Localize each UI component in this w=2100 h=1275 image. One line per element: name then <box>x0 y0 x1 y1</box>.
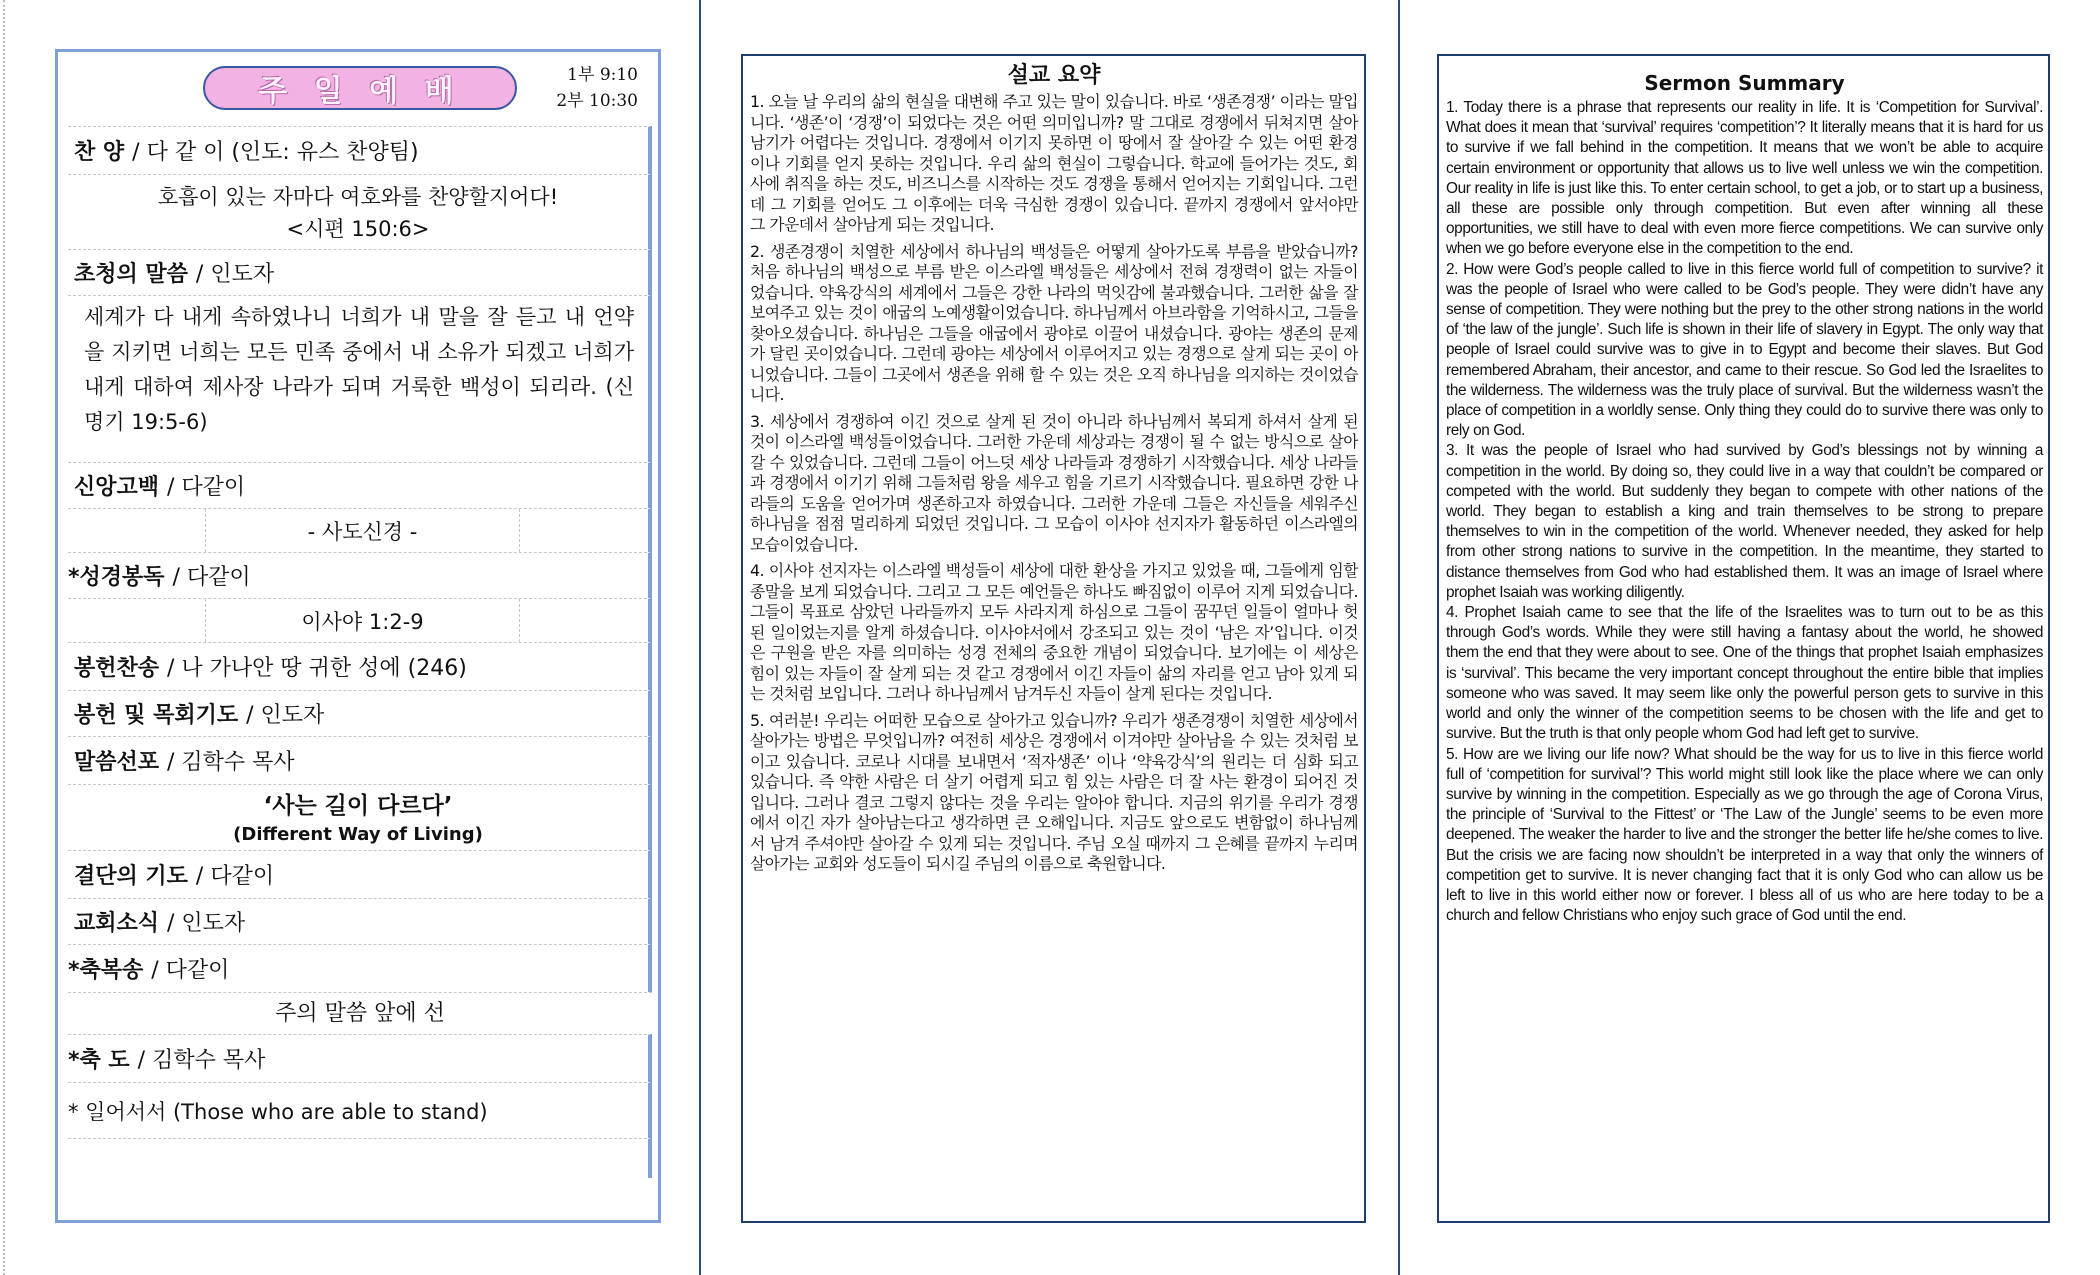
decision-prayer-detail: / 다같이 <box>195 864 275 889</box>
offering-hymn-detail: / 나 가나안 땅 귀한 성에 (246) <box>167 656 467 681</box>
reading-detail: / 다같이 <box>172 565 251 590</box>
order-of-worship <box>55 49 661 1223</box>
reading-label: *성경봉독 <box>68 565 165 590</box>
korean-sermon-summary <box>741 54 1366 1223</box>
blank-row <box>68 1138 652 1178</box>
fold-line-right <box>1398 0 1400 1275</box>
sermon-title-row <box>68 784 652 850</box>
offering-prayer-label: 봉헌 및 목회기도 <box>74 703 239 728</box>
sermon-row <box>68 736 652 784</box>
korean-summary-paragraph-5: 5. 여러분! 우리는 어떠한 모습으로 살아가고 있습니까? 우리가 생존경쟁이 치열한 세상에서 살아가는 방법은 무엇입니까? 여전히 세상은 경쟁에서 이겨야만 살아남을 수 있는 것처럼 보이고 있습니다. 코로나 시대를 보내면서 ‘적자생존’ 이나 ‘약육강식’의 원리는 더 심화 되고 있습니다. 즉 약한 사람은 더 살기 어렵게 되고 힘 있는 사람은 더 잘 사는 환경이 되어진 것입니다. 그러나 결코 그렇지 않다는 것을 우리는 알아야 합니다. 지금의 위기를 우리가 경쟁에서 이긴 자가 살아남는다고 생각하면 큰 오해입니다. 지금도 앞으로도 변함없이 하나님께서 남겨 주셔야만 살아갈 수 있게 되는 것입니다. 주님 오실 때까지 그 은혜를 끝까지 누리며 살아가는 교회와 성도들이 되시길 주님의 이름으로 축원합니다. <box>750 710 1358 873</box>
offering-hymn-row <box>68 642 652 690</box>
english-summary-paragraph-4: 4. Prophet Isaiah came to see that the life of the Israelites was to turn out to be as this through God’s words. While they were still having a fantasy about the world, he showed them the end that they were about to see. One of the things that prophet Isaiah emphasizes is ‘survival’. This became the very important concept throughout the entire bible that implies someone who was saved. It may seem like only the powerful person gets to survive in this world and only the winner of the competition seems to be chosen with the life and get to survive. But the truth is that only people whom God had left get to survive. <box>1446 604 2043 743</box>
offering-hymn-label: 봉헌찬송 <box>74 656 160 681</box>
stand-note: * 일어서서 (Those who are able to stand) <box>68 1099 488 1124</box>
invitation-verse: 세계가 다 내게 속하였나니 너희가 내 말을 잘 듣고 내 언약을 지키면 너희는 모든 민족 중에서 내 소유가 되겠고 너희가 내게 대하여 제사장 나라가 되며 거룩한 백성이 되리라. (신명기 19:5-6) <box>84 305 634 434</box>
korean-summary-title: 설교 요약 <box>1007 63 1101 88</box>
english-sermon-summary <box>1437 54 2050 1223</box>
english-summary-paragraph-5: 5. How are we living our life now? What should be the way for us to live in this fierce world full of ‘competition for survival’? This world might still look like the place where we can only survive by winning in the competition. Especially as we go through the age of Corona Virus, the principle of ‘Survival to the Fittest’ or ‘The Law of the Jungle’ seems to be even more deepened. The weaker the harder to live and the stronger the better life he/she comes to live. But the crisis we are facing now shouldn’t be interpreted in a way that only the winners of competition get to survive. It is never changing fact that it is only God who can allow us be left to live in this world either now or forever. I bless all of us who are here today to be a church and fellow Christians who enjoy such grace of God until the end. <box>1446 745 2043 925</box>
benediction-row <box>68 1034 652 1082</box>
praise-verse-ref: <시편 150:6> <box>286 217 430 241</box>
doxology-text-row <box>68 992 652 1034</box>
doxology-label: *축복송 <box>68 958 144 983</box>
praise-verse-line1: 호흡이 있는 자마다 여호와를 찬양할지어다! <box>157 185 559 209</box>
creed-text-row <box>68 508 652 552</box>
benediction-label: *축 도 <box>68 1048 130 1073</box>
service-times <box>556 62 638 114</box>
worship-title: 주 일 예 배 <box>203 66 517 110</box>
page-edge-dotted <box>3 0 5 1275</box>
creed-row <box>68 462 652 508</box>
invitation-detail: / 인도자 <box>195 262 275 287</box>
creed-label: 신앙고백 <box>74 475 160 500</box>
doxology-text: 주의 말씀 앞에 선 <box>275 1001 445 1026</box>
sermon-title-korean: ‘사는 길이 다르다’ <box>263 793 453 819</box>
reading-row <box>68 552 652 598</box>
praise-label: 찬 양 <box>74 140 125 165</box>
korean-summary-paragraph-3: 3. 세상에서 경쟁하여 이긴 것으로 살게 된 것이 아니라 하나님께서 복되게 하셔서 살게 된 것이 이스라엘 백성들이었습니다. 그러한 가운데 세상과는 경쟁이 될 수 없는 방식으로 살아갈 수 있었습니다. 그런데 그들이 어느덧 세상 나라들과 경쟁하기 시작했습니다. 세상 나라들과 경쟁에서 이기기 위해 그들처럼 왕을 세우고 힘을 기르기 시작했습니다. 필요하면 강한 나라들의 도움을 얻어가며 생존하고자 하였습니다. 그러한 가운데 그들은 자신들을 세워주신 하나님을 점점 멀리하게 되었던 것입니다. 그 모습이 이사야 선지자가 활동하던 이스라엘의 모습이었습니다. <box>750 411 1358 554</box>
announcements-detail: / 인도자 <box>167 911 246 936</box>
benediction-detail: / 김학수 목사 <box>137 1048 266 1073</box>
decision-prayer-label: 결단의 기도 <box>74 864 188 889</box>
offering-prayer-row <box>68 690 652 736</box>
decision-prayer-row <box>68 850 652 898</box>
announcements-label: 교회소식 <box>74 911 160 936</box>
praise-row <box>68 126 652 174</box>
sermon-title-english: (Different Way of Living) <box>233 824 483 845</box>
service-time-second: 2부 10:30 <box>556 91 638 111</box>
invitation-verse-row <box>68 295 652 462</box>
service-time-first: 1부 9:10 <box>567 65 638 85</box>
stand-note-row <box>68 1082 652 1138</box>
korean-summary-paragraph-1: 1. 오늘 날 우리의 삶의 현실을 대변해 주고 있는 말이 있습니다. 바로 ‘생존경쟁’ 이라는 말입니다. ‘생존’이 ‘경쟁’이 되었다는 것은 어떤 의미입니까? 말 그대로 경쟁에서 뒤쳐지면 살아남기가 어렵다는 것입니다. 경쟁에서 이기지 못하면 이 땅에서 잘 살아갈 수 있는 어떤 환경이나 기회를 얻지 못하는 것입니다. 우리 삶의 현실이 그렇습니다. 학교에 들어가는 것도, 회사에 취직을 하는 것도, 비즈니스를 시작하는 것도 경쟁을 통해서 얻어지는 기회입니다. 그런데 그 기회를 얻어도 그 이후에는 더욱 극심한 경쟁이 있습니다. 끝까지 경쟁에서 앞서야만 그 가운데서 살아남게 되는 것입니다. <box>750 92 1358 234</box>
invitation-row <box>68 249 652 295</box>
english-summary-paragraph-1: 1. Today there is a phrase that represents our reality in life. It is ‘Competition for Survival’. What does it mean that ‘survival’ requires ‘competition’? It literally means that it is hard for us to survive if we fall behind in the competition. It means that we won’t be able to acquire certain environment or opportunity that allows us to live well unless we win the competition. Our reality in life is just like this. To enter certain school, to get a job, or to start up a business, all these are possible only through competition. But even after winning all these opportunities, we still have to deal with even more fierce competitions. We can survive only when we go before everyone else in the competition to the end. <box>1446 99 2043 258</box>
praise-detail: / 다 같 이 (인도: 유스 찬양팀) <box>132 140 419 165</box>
doxology-row <box>68 944 652 992</box>
praise-verse-row <box>68 174 652 249</box>
announcements-row <box>68 898 652 944</box>
english-summary-title: Sermon Summary <box>1644 71 1845 95</box>
sermon-preacher: / 김학수 목사 <box>167 750 295 775</box>
creed-text: - 사도신경 - <box>205 509 520 552</box>
reading-text-row <box>68 598 652 642</box>
invitation-label: 초청의 말씀 <box>74 262 188 287</box>
fold-line-left <box>699 0 701 1275</box>
korean-summary-paragraph-4: 4. 이사야 선지자는 이스라엘 백성들이 세상에 대한 환상을 가지고 있었을 때, 그들에게 임할 종말을 보게 되었습니다. 그리고 그 모든 예언들은 하나도 빠짐없이 이루어 지게 되었습니다. 그들이 목표로 삼았던 나라들까지 모두 사라지게 하심으로 그들이 꿈꾸던 일들이 얼마나 헛된 일이었는지를 알게 하셨습니다. 이사야서에서 강조되고 있는 것이 ‘남은 자’입니다. 이것은 구원을 받은 자를 의미하는 성경 전체의 중요한 개념이 되었습니다. 보기에는 이 세상은 힘이 있는 자들이 잘 살게 되는 것 같고 경쟁에서 이긴 자들이 삶의 자리를 얻고 남아 있게 되는 것처럼 보입니다. 그러나 하나님께서 남겨두신 자들이 살게 된다는 것입니다. <box>750 561 1358 703</box>
english-summary-paragraph-2: 2. How were God’s people called to live in this fierce world full of competition to survive? it was the people of Israel who were called to be God’s people. They were didn’t have any sense of competition. They were nothing but the prey to the other strong nations in the world of ‘the law of the jungle’. Such life is shown in their life of slavery in Egypt. The only way that people of Israel could survive was to give in to Egypt and become their slaves. But God remembered Abraham, their ancestor, and came to their rescue. So God led the Israelites to the wilderness. The wilderness was the truly place of survival. But the wilderness wasn’t the place of competition in a worldly sense. Only thing they could do to survive there was only to rely on God. <box>1446 260 2043 440</box>
reading-text: 이사야 1:2-9 <box>205 599 520 642</box>
doxology-detail: / 다같이 <box>151 958 230 983</box>
offering-prayer-detail: / 인도자 <box>246 703 325 728</box>
creed-detail: / 다같이 <box>167 475 246 500</box>
english-summary-paragraph-3: 3. It was the people of Israel who had survived by God’s blessings not by winning a competition in the world. By doing so, they could live in a way that couldn’t be compared or competed with the world. But suddenly they began to compete with other nations of the world. They began to establish a king and train themselves to be strong to prepare themselves to win in the competition of the world. Whenever needed, they asked for help from other strong nations to survive in the competition. In the meantime, they started to distance themselves from God who had established them. It was an image of Israel where prophet Isaiah was working diligently. <box>1446 442 2043 601</box>
sermon-label: 말씀선포 <box>74 750 160 775</box>
korean-summary-paragraph-2: 2. 생존경쟁이 치열한 세상에서 하나님의 백성들은 어떻게 살아가도록 부름을 받았습니까? 처음 하나님의 백성으로 부름 받은 이스라엘 백성들은 세상에서 전혀 경쟁력이 없는 자들이었습니다. 약육강식의 세계에서 그들은 강한 나라의 먹잇감에 불과했습니다. 그러한 삶을 잘 보여주고 있는 것이 애굽의 노예생활이었습니다. 하나님께서 아브라함을 기억하시고, 그들을 찾아오셨습니다. 하나님은 그들을 애굽에서 광야로 이끌어 내셨습니다. 광야는 생존의 문제가 달린 곳이었습니다. 그런데 광야는 세상에서 이루어지고 있는 경쟁으로 살게 되는 곳이 아니었습니다. 그들이 그곳에서 생존을 위해 할 수 있는 것은 오직 하나님을 의지하는 것이었습니다. <box>750 241 1358 404</box>
